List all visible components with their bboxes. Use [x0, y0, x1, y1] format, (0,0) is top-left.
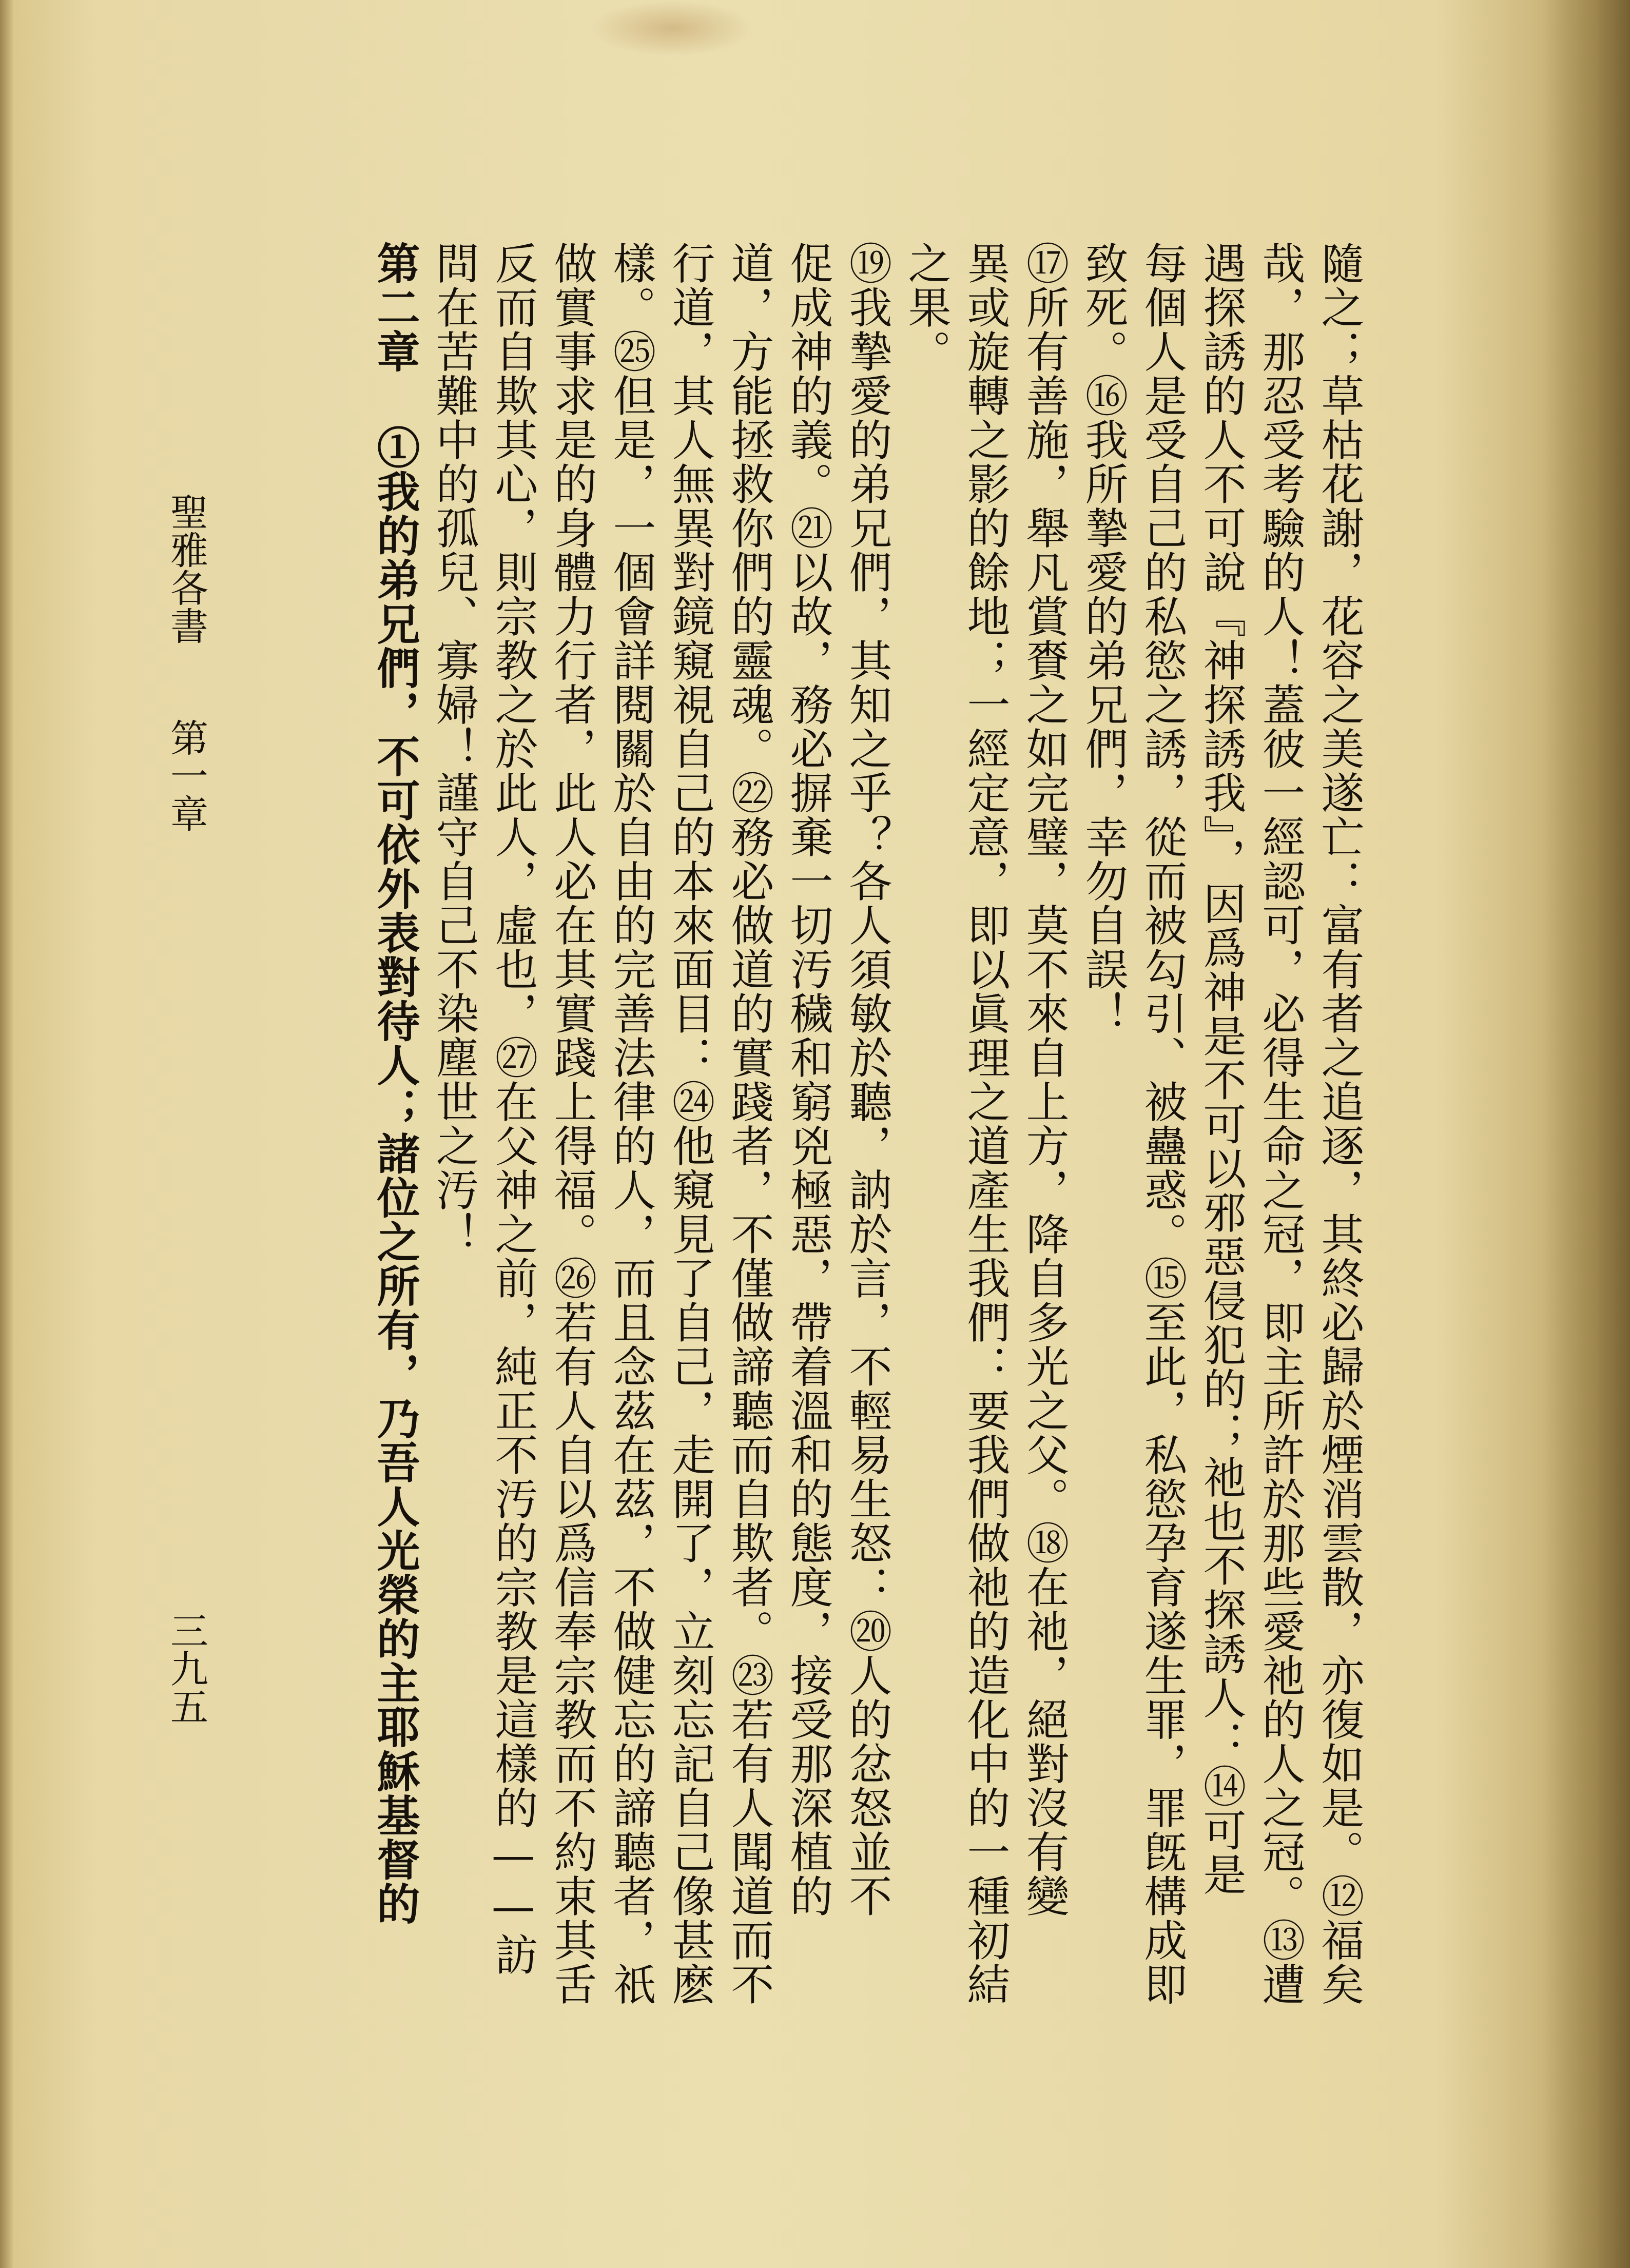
text-column-14: 做實事求是的身體力行者，此人必在其實踐上得福。㉖若有人自以爲信奉宗教而不約束其舌	[547, 241, 597, 2006]
text-column-13: 樣。㉕但是，一個會詳閱關於自由的完善法律的人，而且念茲在茲，不做健忘的諦聽者，祇	[606, 241, 656, 2006]
page-number: 三九五	[164, 1611, 208, 1725]
binding-gutter-shadow	[1545, 0, 1630, 2268]
text-column-4: 每個人是受自己的私慾之誘，從而被勾引、被蠱惑。⑮至此，私慾孕育遂生罪，罪旣構成即	[1137, 241, 1188, 2006]
text-column-5: 致死。⑯我所摯愛的弟兄們，幸勿自誤！	[1078, 241, 1129, 1035]
text-column-11: 道，方能拯救你們的靈魂。㉒務必做道的實踐者，不僅做諦聽而自欺者。㉓若有人聞道而不	[724, 241, 774, 2006]
text-column-16: 問在苦難中的孤兒、寡婦！謹守自己不染塵世之汚！	[429, 241, 479, 1256]
text-column-3: 遇探誘的人不可說『神探誘我』，因爲神是不可以邪惡侵犯的；祂也不探誘人：⑭可是	[1196, 241, 1247, 1896]
text-column-12: 行道，其人無異對鏡窺視自己的本來面目：㉔他窺見了自己，走開了，立刻忘記自己像甚麽	[665, 241, 715, 2006]
page-left-edge	[0, 0, 13, 2268]
text-column-9: ⑲我摯愛的弟兄們，其知之乎？各人須敏於聽，訥於言，不輕易生怒：⑳人的忿怒並不	[842, 241, 892, 1918]
running-head-book: 聖雅各書	[164, 493, 208, 644]
paper-stain	[590, 0, 754, 56]
text-column-6: ⑰所有善施，舉凡賞賚之如完璧，莫不來自上方，降自多光之父。⑱在祂，絕對沒有變	[1019, 241, 1070, 1918]
text-column-8: 之果。	[901, 241, 952, 374]
text-column-15: 反而自欺其心，則宗教之於此人，虛也，㉗在父神之前，純正不汚的宗教是這樣的——訪	[488, 241, 538, 1977]
text-column-2: 哉，那忍受考驗的人！蓋彼一經認可，必得生命之冠，即主所許於那些愛祂的人之冠。⑬遭	[1255, 241, 1306, 2006]
text-column-10: 促成神的義。㉑以故，務必摒棄一切汚穢和窮兇極惡，帶着溫和的態度，接受那深植的	[783, 241, 833, 1918]
text-column-7: 異或旋轉之影的餘地；一經定意，即以眞理之道產生我們：要我們做祂的造化中的一種初結	[960, 241, 1011, 2006]
chapter-two-column: 第二章 ①我的弟兄們，不可依外表對待人；諸位之所有，乃吾人光榮的主耶穌基督的	[370, 241, 421, 1926]
running-head-chapter: 第一章	[164, 718, 208, 832]
text-column-1: 隨之；草枯花謝，花容之美遂亡：富有者之追逐，其終必歸於煙消雲散，亦復如是。⑫福矣	[1314, 241, 1365, 2006]
